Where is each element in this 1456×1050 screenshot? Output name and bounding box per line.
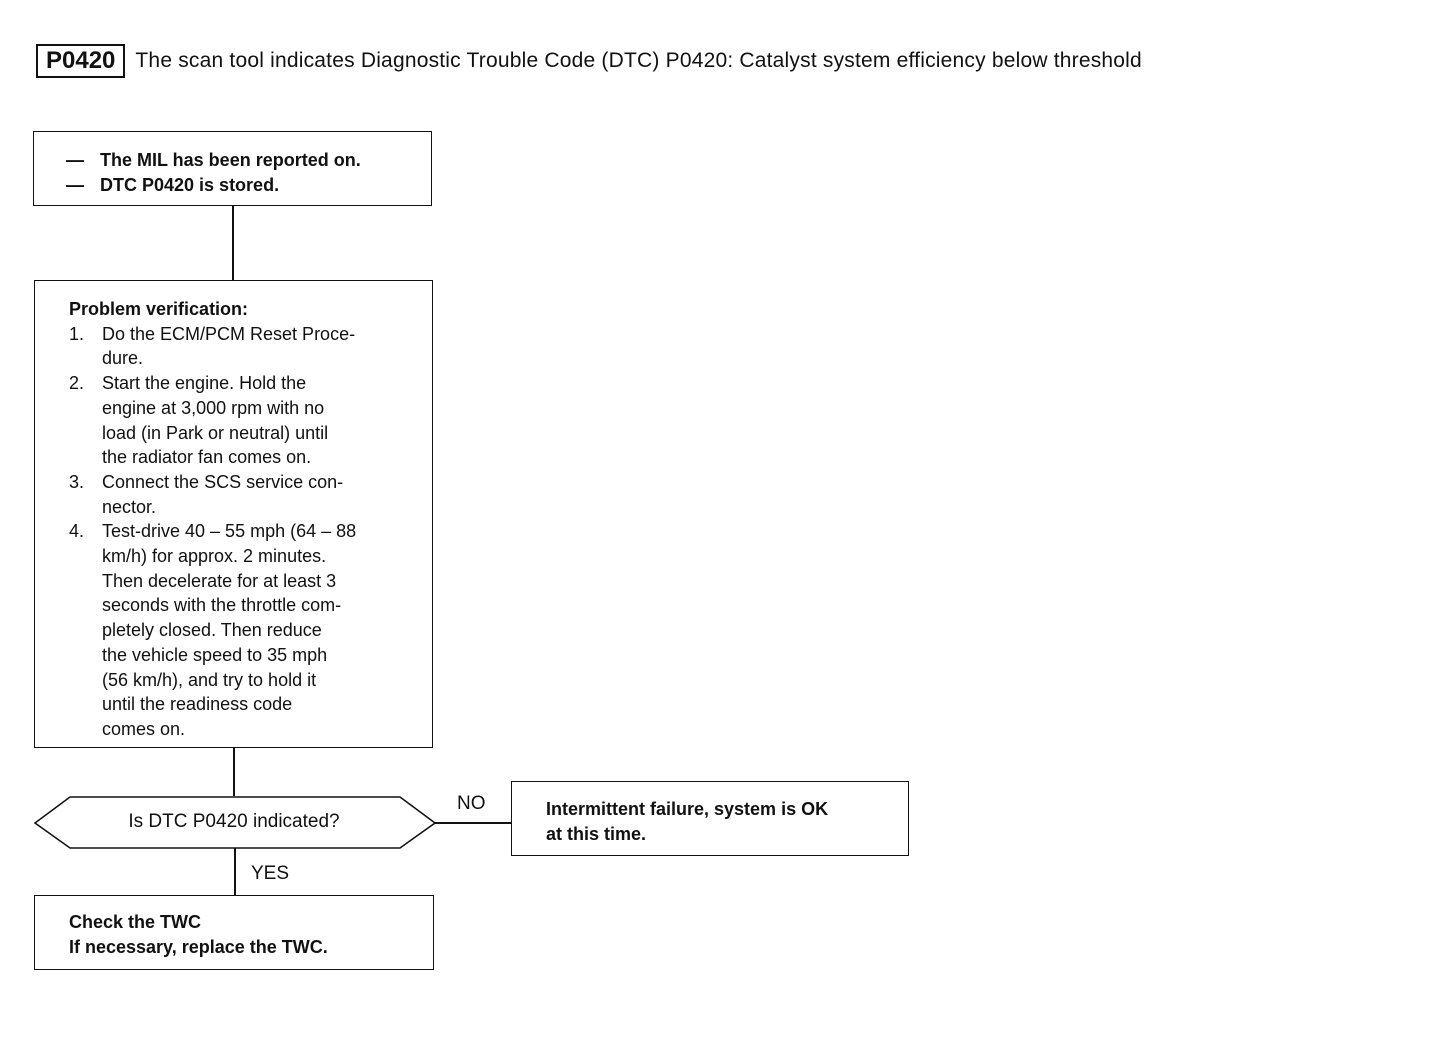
step-number: 4. bbox=[69, 521, 85, 542]
step-line: comes on. bbox=[102, 718, 186, 739]
connector-line-yes bbox=[234, 848, 236, 895]
start-condition-line bbox=[66, 148, 431, 173]
connector-line bbox=[232, 206, 234, 280]
start-condition-line bbox=[66, 173, 431, 198]
step-line: engine at 3,000 rpm with no bbox=[102, 397, 325, 418]
no-label: NO bbox=[457, 793, 486, 814]
step-number: 3. bbox=[69, 471, 85, 492]
step-number: 1. bbox=[69, 323, 85, 344]
page-header bbox=[36, 44, 1142, 78]
start-condition-text: The MIL has been reported on. bbox=[100, 150, 361, 170]
step-item bbox=[69, 519, 398, 741]
step-line: load (in Park or neutral) until bbox=[102, 422, 329, 443]
problem-verification-box bbox=[34, 280, 433, 748]
yes-result-line: If necessary, replace the TWC. bbox=[69, 937, 328, 957]
step-line: km/h) for approx. 2 minutes. bbox=[102, 546, 327, 567]
step-line: Then decelerate for at least 3 bbox=[102, 570, 337, 591]
dash-bullet: — bbox=[66, 150, 84, 170]
yes-result-box bbox=[34, 895, 434, 970]
step-text bbox=[102, 371, 398, 470]
step-line: Start the engine. Hold the bbox=[102, 373, 307, 394]
page-title: The scan tool indicates Diagnostic Trouble Code (DTC) P0420: Catalyst system efficiency below threshold bbox=[135, 49, 1142, 72]
verification-steps bbox=[69, 322, 398, 742]
step-line: pletely closed. Then reduce bbox=[102, 620, 322, 641]
step-text bbox=[102, 470, 398, 519]
step-item bbox=[69, 322, 398, 371]
no-result-line: at this time. bbox=[546, 824, 647, 844]
step-line: nector. bbox=[102, 496, 157, 517]
connector-line bbox=[233, 748, 235, 796]
step-line: until the readiness code bbox=[102, 694, 293, 715]
step-line: seconds with the throttle com- bbox=[102, 595, 342, 616]
step-line: (56 km/h), and try to hold it bbox=[102, 669, 317, 690]
no-result-box bbox=[511, 781, 909, 856]
step-number: 2. bbox=[69, 373, 85, 394]
connector-line-no bbox=[435, 822, 511, 824]
step-item bbox=[69, 371, 398, 470]
start-condition-box bbox=[33, 131, 432, 206]
step-text bbox=[102, 519, 398, 741]
no-result-line: Intermittent failure, system is OK bbox=[546, 799, 829, 819]
step-line: the radiator fan comes on. bbox=[102, 447, 312, 468]
dash-bullet: — bbox=[66, 175, 84, 195]
step-line: dure. bbox=[102, 348, 144, 369]
step-line: Test-drive 40 – 55 mph (64 – 88 bbox=[102, 521, 357, 542]
yes-label: YES bbox=[251, 863, 290, 884]
step-item bbox=[69, 470, 398, 519]
step-line: Connect the SCS service con- bbox=[102, 471, 344, 492]
dtc-code-badge: P0420 bbox=[36, 44, 125, 78]
step-text bbox=[102, 322, 398, 371]
decision-question: Is DTC P0420 indicated? bbox=[128, 811, 340, 832]
step-line: Do the ECM/PCM Reset Proce- bbox=[102, 323, 356, 344]
step-line: the vehicle speed to 35 mph bbox=[102, 644, 328, 665]
start-condition-text: DTC P0420 is stored. bbox=[100, 175, 280, 195]
verification-title: Problem verification: bbox=[69, 299, 249, 319]
yes-result-line: Check the TWC bbox=[69, 912, 202, 932]
